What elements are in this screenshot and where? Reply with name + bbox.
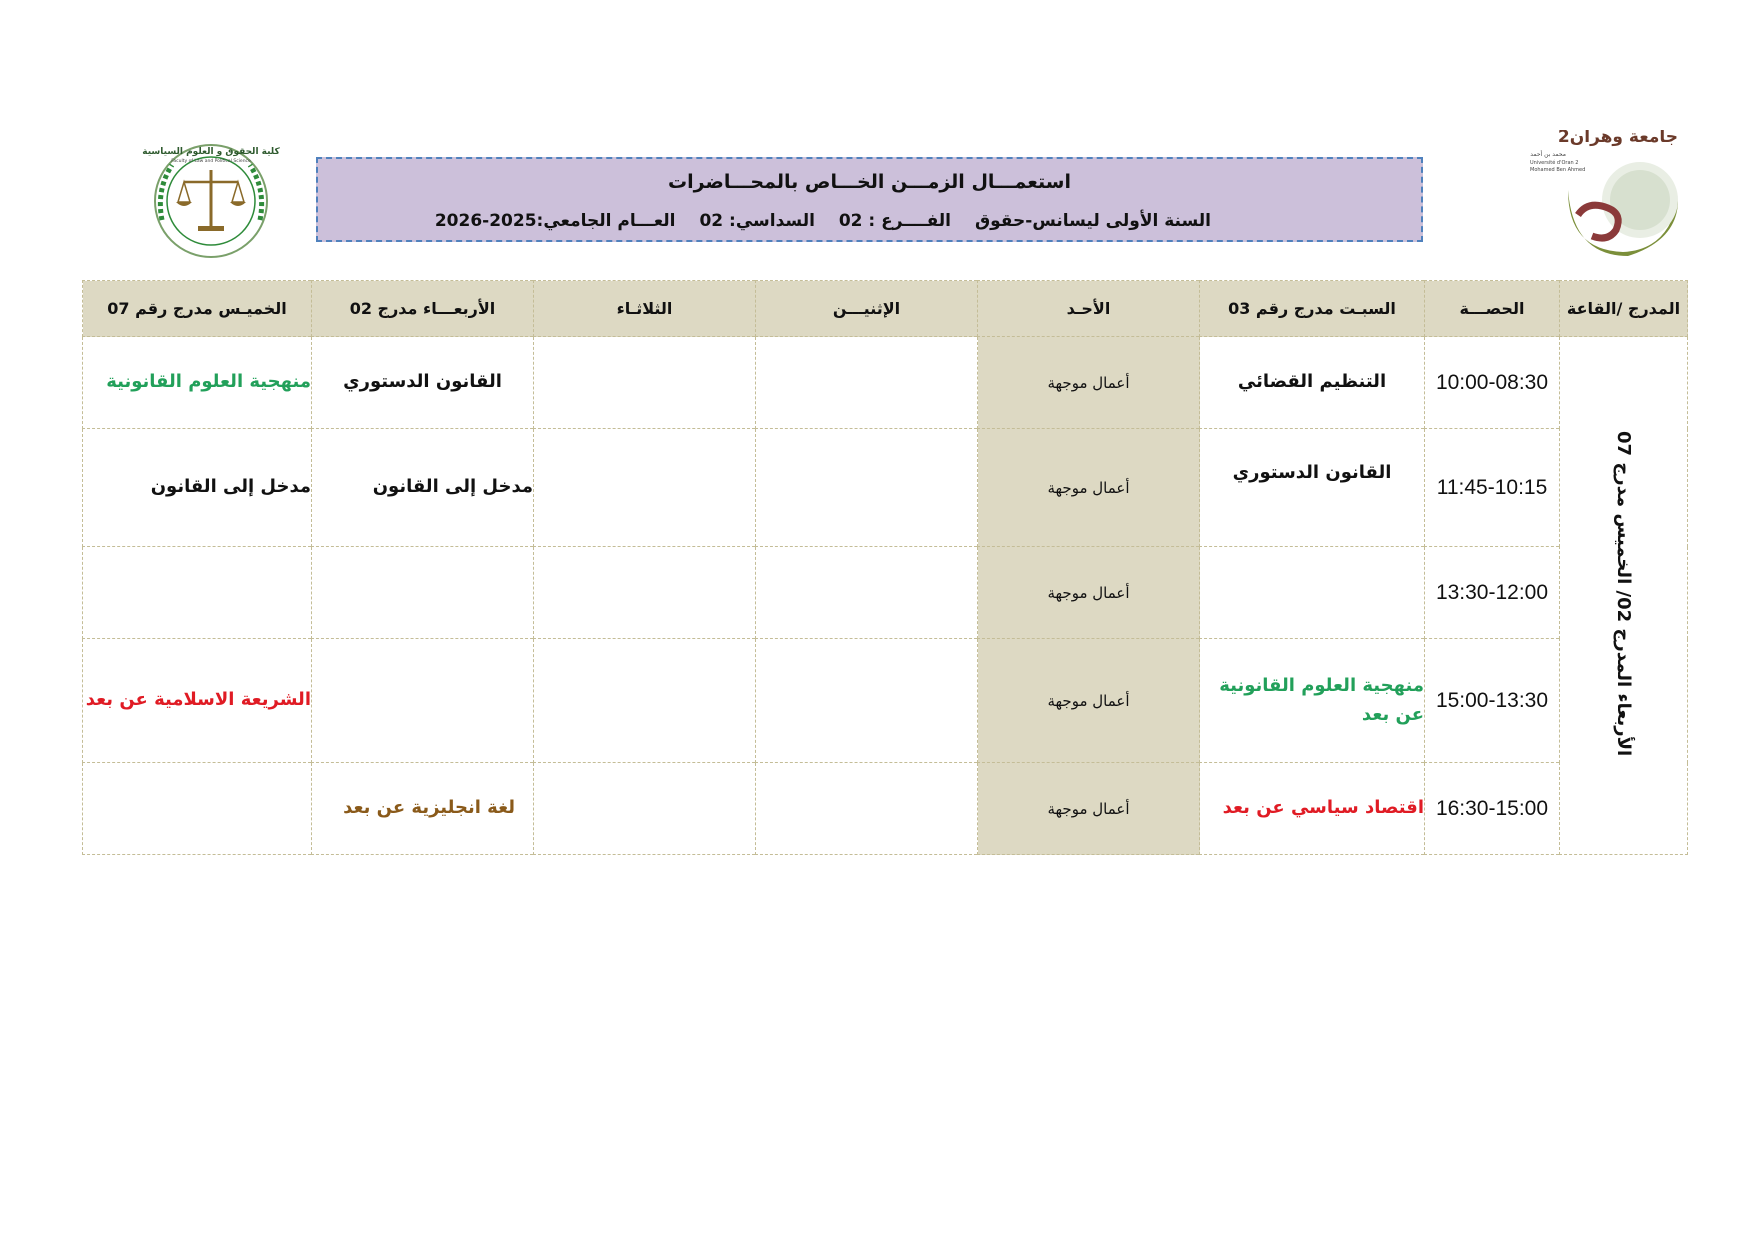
- tuesday-cell: [534, 337, 756, 429]
- header-row: [83, 281, 1688, 337]
- time-cell: 13:30-12:00: [1425, 547, 1560, 639]
- thursday-course: مدخل إلى القانون: [83, 429, 312, 547]
- level-label: السنة الأولى ليسانس-حقوق: [974, 211, 1211, 231]
- wednesday-course: لغة انجليزية عن بعد: [312, 763, 534, 855]
- wednesday-cell: [312, 547, 534, 639]
- year-label: العـــام الجامعي:2025-2026: [434, 211, 676, 231]
- monday-cell: [756, 763, 978, 855]
- monday-cell: [756, 429, 978, 547]
- room-note-cell: [1560, 337, 1688, 855]
- col-sunday: الأحـد: [978, 281, 1200, 337]
- col-thursday: الخميـس مدرج رقم 07: [83, 281, 312, 337]
- semester-label: السداسي: 02: [699, 211, 815, 231]
- table-row: [83, 639, 1688, 763]
- sunday-cell: أعمال موجهة: [978, 763, 1200, 855]
- time-cell: 11:45-10:15: [1425, 429, 1560, 547]
- university-logo-text-fr: Université d'Oran 2: [1530, 160, 1579, 166]
- sunday-cell: أعمال موجهة: [978, 337, 1200, 429]
- faculty-logo-text-ar: كلية الحقوق و العلوم السياسية: [142, 147, 280, 157]
- saturday-course: اقتصاد سياسي عن بعد: [1200, 763, 1425, 855]
- university-logo-name-fr: Mohamed Ben Ahmed: [1530, 167, 1586, 173]
- table-row: [83, 337, 1688, 429]
- page-title: استعمـــال الزمـــن الخـــاص بالمحـــاضرات: [668, 171, 1071, 193]
- thursday-cell: [83, 763, 312, 855]
- university-logo: [1528, 130, 1688, 260]
- tuesday-cell: [534, 429, 756, 547]
- thursday-course: منهجية العلوم القانونية: [83, 337, 312, 429]
- col-session: الحصـــة: [1425, 281, 1560, 337]
- monday-cell: [756, 337, 978, 429]
- time-cell: 16:30-15:00: [1425, 763, 1560, 855]
- branch-label: الفــــرع : 02: [838, 211, 952, 231]
- tuesday-cell: [534, 639, 756, 763]
- wednesday-cell: [312, 639, 534, 763]
- wednesday-course: مدخل إلى القانون: [312, 429, 534, 547]
- thursday-course: الشريعة الاسلامية عن بعد: [83, 639, 312, 763]
- university-logo-text-ar: جامعة وهران2: [1557, 130, 1678, 147]
- saturday-course: منهجية العلوم القانونية عن بعد: [1200, 639, 1425, 763]
- table-row: [83, 429, 1688, 547]
- saturday-cell: [1200, 547, 1425, 639]
- faculty-logo: [142, 140, 280, 262]
- tuesday-cell: [534, 763, 756, 855]
- time-cell: 15:00-13:30: [1425, 639, 1560, 763]
- monday-cell: [756, 639, 978, 763]
- col-tuesday: الثلاثـاء: [534, 281, 756, 337]
- col-monday: الإثنيـــن: [756, 281, 978, 337]
- tuesday-cell: [534, 547, 756, 639]
- faculty-logo-text-en: Faculty of Law and Political Science: [171, 159, 251, 164]
- title-subline: [417, 211, 1211, 231]
- wednesday-course: القانون الدستوري: [312, 337, 534, 429]
- thursday-cell: [83, 547, 312, 639]
- sunday-cell: أعمال موجهة: [978, 429, 1200, 547]
- saturday-course: القانون الدستوري: [1200, 429, 1425, 547]
- monday-cell: [756, 547, 978, 639]
- time-cell: 10:00-08:30: [1425, 337, 1560, 429]
- timetable: [82, 280, 1688, 855]
- col-wednesday: الأربعـــاء مدرج 02: [312, 281, 534, 337]
- university-logo-name-ar: محمد بن أحمد: [1530, 151, 1566, 158]
- sunday-cell: أعمال موجهة: [978, 639, 1200, 763]
- room-note: الأربعاء المدرج 02/ الخميس مدرج 07: [1613, 430, 1634, 757]
- sunday-cell: أعمال موجهة: [978, 547, 1200, 639]
- table-row: [83, 763, 1688, 855]
- col-room: المدرج /القاعة: [1560, 281, 1688, 337]
- col-saturday: السبـت مدرج رقم 03: [1200, 281, 1425, 337]
- saturday-course: التنظيم القضائي: [1200, 337, 1425, 429]
- table-row: [83, 547, 1688, 639]
- title-box: [316, 157, 1423, 242]
